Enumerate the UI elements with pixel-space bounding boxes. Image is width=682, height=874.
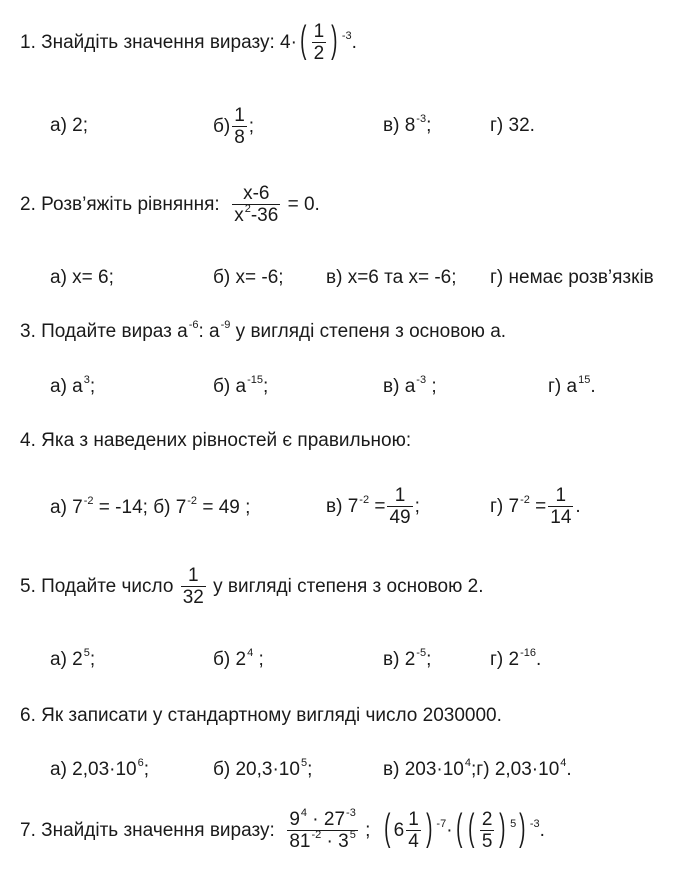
q5-option-b: б) $2^4$ ; xyxy=(213,647,264,670)
q6-option-b: б) $20,3\cdot 10^5$; xyxy=(213,757,313,780)
q5-option-g: г) $2^{-16}$. xyxy=(490,647,542,670)
question-7-fraction: $\frac{9^4 \cdot 27^{-3}}{81^{-2} \cdot 3^5}$ xyxy=(289,807,356,852)
question-2-fraction: $\frac{x-6}{x^2-36}$ xyxy=(234,183,279,226)
q3-option-b: б) $a^{-15}$; xyxy=(213,374,269,397)
q6-option-vg: в) $203\cdot 10^4;г$) $2,03\cdot 10^4$. xyxy=(383,757,572,780)
q3-option-a: а) $a^3$; xyxy=(50,374,96,397)
q4-option-g: г) $7^{-2}$ = $\frac{1}{14}$ . xyxy=(490,485,581,528)
q4-option-ab: а) $7^{-2} = -14$; б) $7^{-2} = 49$ ; xyxy=(50,495,251,518)
question-2-text: 2. Розв’яжіть рівняння: xyxy=(20,193,220,215)
question-1-text: 1. Знайдіть значення виразу: 4· xyxy=(20,31,297,53)
paren-left: ( xyxy=(300,18,307,61)
q2-option-a: а) x= 6; xyxy=(50,267,114,288)
q4-option-g-fraction: $\frac{1}{14}$ xyxy=(550,485,572,528)
question-5: 5. Подайте число $\frac{1}{32}$ у вигляді степеня з основою 2. xyxy=(20,565,484,608)
q3-option-g: г) $a^{15}$. xyxy=(548,374,596,397)
q1-option-g: г) 32. xyxy=(490,115,535,136)
q2-option-g: г) немає розв’язків xyxy=(490,267,654,288)
q1-option-b-fraction: $\frac{1}{8}$ xyxy=(234,105,245,148)
q3-option-v: в) $a^{-3}$ ; xyxy=(383,374,437,397)
question-6: 6. Як записати у стандартному вигляді число 2030000. xyxy=(20,705,502,726)
q4-option-v-fraction: $\frac{1}{49}$ xyxy=(389,485,411,528)
q1-option-v: в) $8^{-3}$; xyxy=(383,113,432,136)
q5-option-a: а) $2^5$; xyxy=(50,647,96,670)
question-1-fraction: $\frac{1}{2}$ xyxy=(313,21,325,64)
question-4: 4. Яка з наведених рівностей є правильною: xyxy=(20,430,412,451)
question-3: 3. Подайте вираз $a^{-6}$: $a^{-9}$ у вигляді степеня з основою a. xyxy=(20,319,507,342)
q1-option-a: а) 2; xyxy=(50,115,89,136)
q2-option-v: в) x=6 та x= -6; xyxy=(326,267,457,288)
inner-fraction: $\frac{2}{5}$ xyxy=(481,809,493,852)
question-1: 1. Знайдіть значення виразу: 4·( $\frac{1}{2}$ ) $^{-3}$. xyxy=(20,18,357,64)
q5-option-v: в) $2^{-5}$; xyxy=(383,647,432,670)
question-5-fraction: $\frac{1}{32}$ xyxy=(182,565,204,608)
paren-right: ) xyxy=(331,18,338,61)
q4-option-v: в) $7^{-2}$ = $\frac{1}{49}$ ; xyxy=(326,485,420,528)
q2-option-b: б) x= -6; xyxy=(213,267,284,288)
question-7: 7. Знайдіть значення виразу: $\frac{9^4 \cdot 27^{-3}}{81^{-2} \cdot 3^5}$ ; ( 6 $\frac{1}{4}$ ) $^{-7}$·( ( $\frac{2}{5}$ ) $^5$) $^{-3}$. xyxy=(20,806,545,852)
question-2: 2. Розв’яжіть рівняння: $\frac{x-6}{x^2-36}$ = 0. xyxy=(20,183,320,226)
mixed-number: 6 $\frac{1}{4}$ xyxy=(393,809,419,852)
q6-option-a: а) $2,03\cdot 10^6$; xyxy=(50,757,150,780)
q1-option-b: б) $\frac{1}{8}$ ; xyxy=(213,105,255,148)
